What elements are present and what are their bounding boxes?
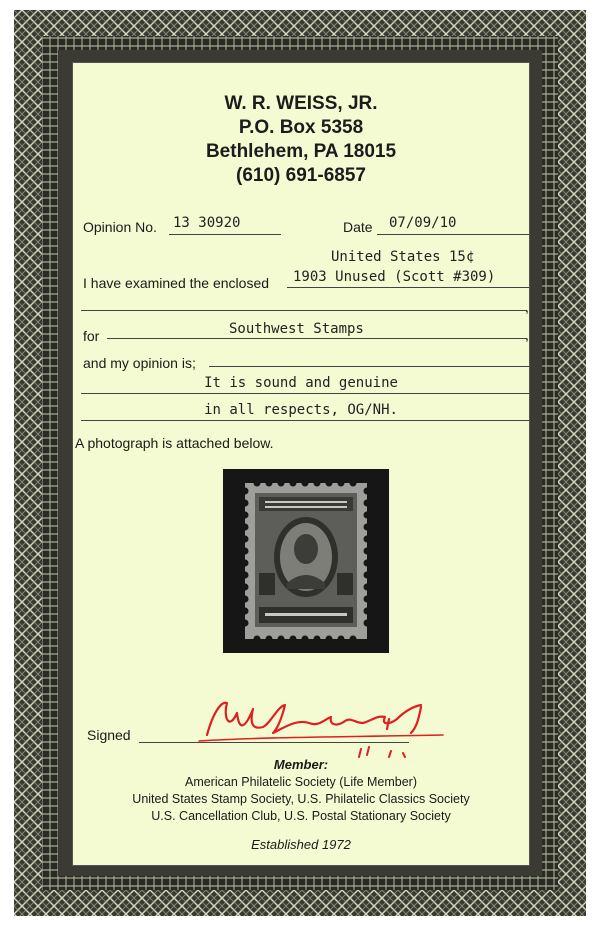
- opinion-rule-2: [81, 393, 529, 394]
- opinion-label: and my opinion is;: [83, 355, 196, 371]
- examined-label: I have examined the enclosed: [83, 275, 270, 291]
- for-value: Southwest Stamps: [229, 321, 364, 337]
- member-title: Member:: [273, 757, 329, 772]
- member-line-1: American Philatelic Society (Life Member): [184, 775, 418, 789]
- examined-line-3-rule: [81, 310, 527, 311]
- for-label: for: [83, 328, 100, 344]
- photo-caption: A photograph is attached below.: [75, 435, 274, 451]
- opinion-no-line: [169, 234, 281, 235]
- certificate: [14, 10, 586, 916]
- stamp-photo-icon: [223, 469, 389, 653]
- opinion-line-2: in all respects, OG/NH.: [204, 402, 398, 418]
- opinion-line-1: It is sound and genuine: [204, 375, 398, 391]
- comma: ,: [525, 299, 529, 315]
- examined-line-2: 1903 Unused (Scott #309): [293, 269, 496, 285]
- issuer-phone: (610) 691-6857: [236, 165, 366, 186]
- date-label: Date: [343, 219, 373, 235]
- issuer-po-box: P.O. Box 5358: [238, 117, 364, 138]
- examined-line-2-rule: [287, 287, 529, 288]
- opinion-no-value: 13 30920: [173, 215, 241, 231]
- signature-mark: [193, 683, 463, 763]
- opinion-rule-3: [81, 420, 529, 421]
- issuer-name: W. R. WEISS, JR.: [224, 93, 378, 114]
- member-line-2: United States Stamp Society, U.S. Philatelic Classics Society: [132, 792, 470, 806]
- examined-line-1: United States 15¢: [331, 249, 475, 265]
- opinion-no-label: Opinion No.: [83, 219, 157, 235]
- date-value: 07/09/10: [389, 215, 457, 231]
- date-line: [377, 234, 529, 235]
- established: Established 1972: [251, 837, 351, 852]
- issuer-city: Bethlehem, PA 18015: [205, 141, 397, 162]
- signed-label: Signed: [87, 727, 131, 743]
- member-line-3: U.S. Cancellation Club, U.S. Postal Stationary Society: [151, 809, 451, 823]
- comma: ,: [525, 327, 529, 343]
- certificate-panel: [72, 62, 530, 866]
- opinion-rule-1: [209, 366, 529, 367]
- for-rule: [107, 338, 527, 339]
